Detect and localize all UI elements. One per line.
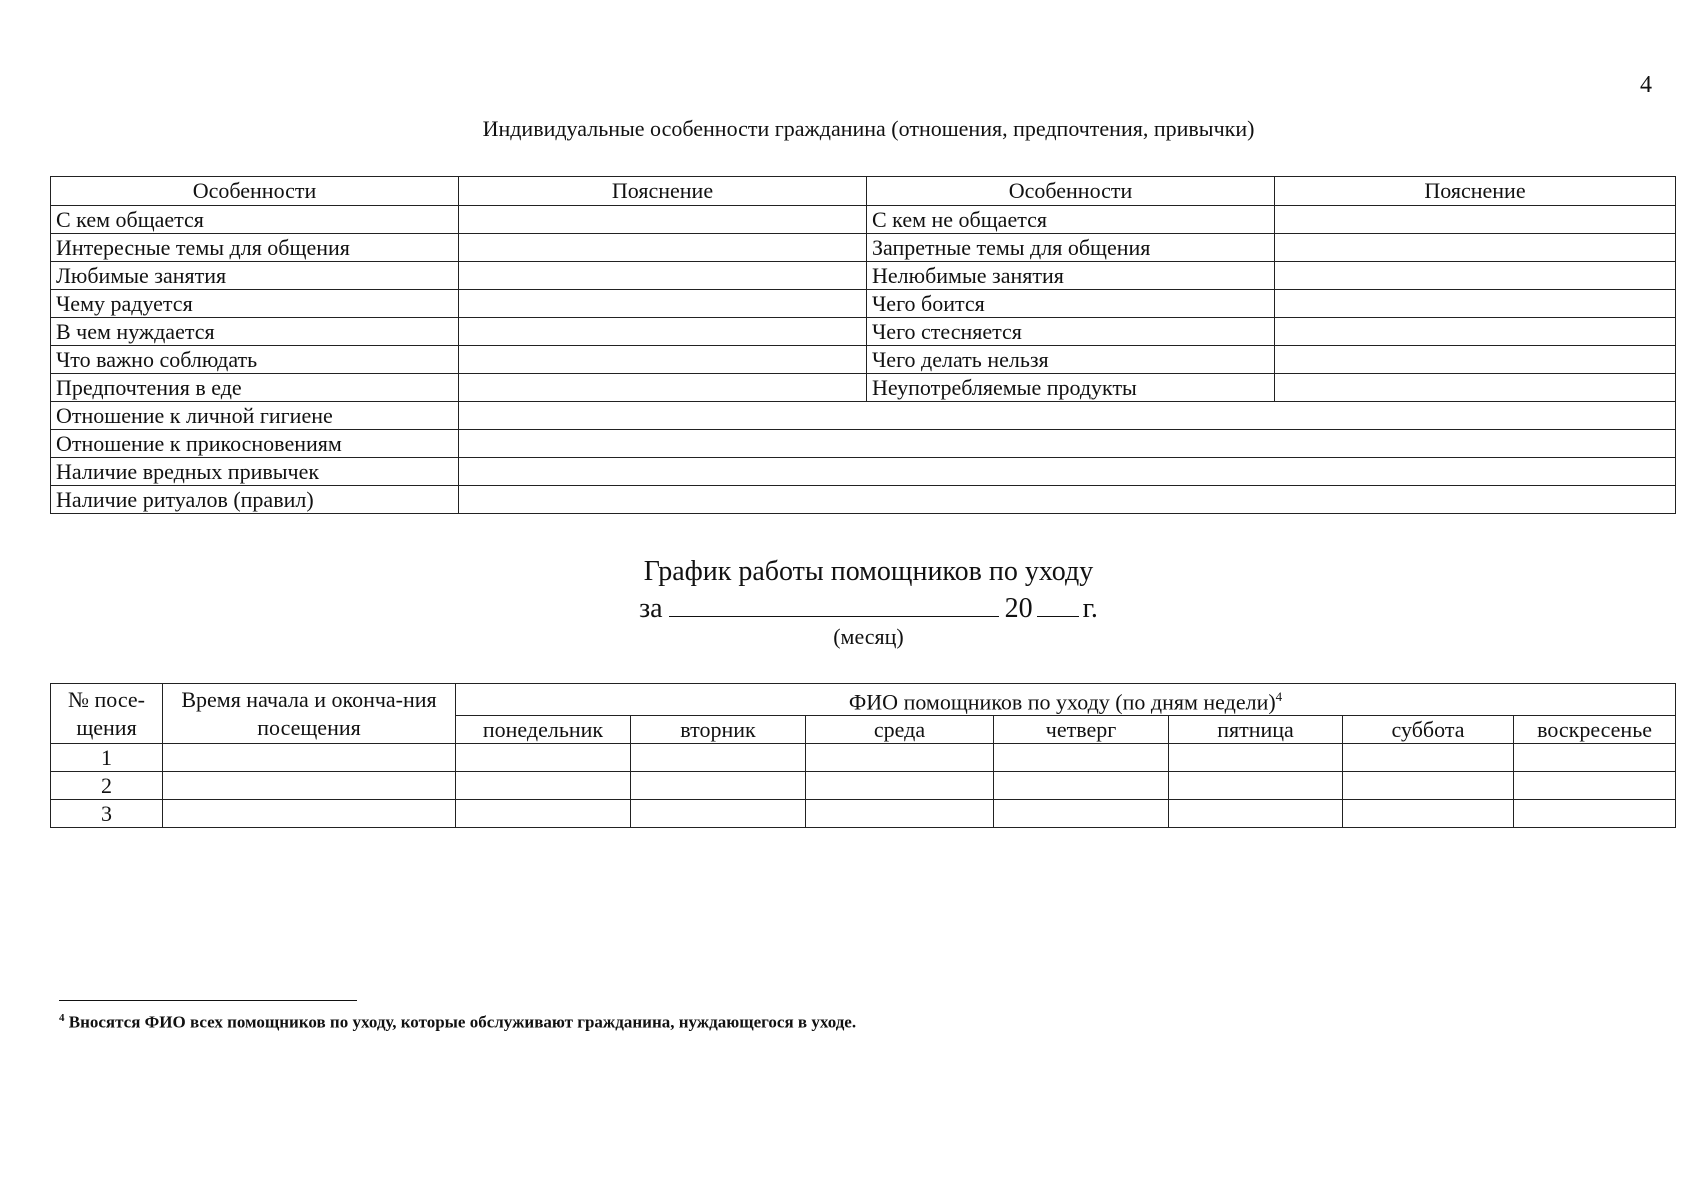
explanation-cell-wide[interactable]	[459, 402, 1676, 430]
feature-label: Отношение к прикосновениям	[51, 430, 459, 458]
header-day-wednesday: среда	[806, 716, 994, 744]
day-cell[interactable]	[1343, 744, 1514, 772]
header-day-sunday: воскресенье	[1514, 716, 1676, 744]
table-row	[51, 262, 1676, 290]
visit-number: 3	[51, 800, 163, 828]
day-cell[interactable]	[994, 800, 1169, 828]
feature-label: Наличие вредных привычек	[51, 458, 459, 486]
explanation-cell[interactable]	[1275, 290, 1676, 318]
feature-label: Нелюбимые занятия	[867, 262, 1275, 290]
visit-number: 1	[51, 744, 163, 772]
schedule-table	[50, 683, 1676, 828]
explanation-cell-wide[interactable]	[459, 430, 1676, 458]
day-cell[interactable]	[456, 772, 631, 800]
header-features-right: Особенности	[867, 177, 1275, 206]
header-assistants-label: ФИО помощников по уходу (по дням недели)	[848, 689, 1276, 715]
header-day-monday: понедельник	[456, 716, 631, 744]
day-cell[interactable]	[1169, 744, 1343, 772]
explanation-cell[interactable]	[1275, 346, 1676, 374]
table-row	[51, 486, 1676, 514]
day-cell[interactable]	[1169, 800, 1343, 828]
day-cell[interactable]	[994, 772, 1169, 800]
day-cell[interactable]	[1343, 800, 1514, 828]
table-row	[51, 744, 1676, 772]
day-cell[interactable]	[456, 744, 631, 772]
day-cell[interactable]	[806, 800, 994, 828]
day-cell[interactable]	[1169, 772, 1343, 800]
header-visit-time: Время начала и оконча-ния посещения	[163, 684, 456, 744]
feature-label: Чего стесняется	[867, 318, 1275, 346]
header-visit-number: № посе-щения	[51, 684, 163, 744]
feature-label: С кем не общается	[867, 206, 1275, 234]
footnote-number: 4	[59, 1012, 65, 1024]
feature-label: Предпочтения в еде	[51, 374, 459, 402]
day-cell[interactable]	[994, 744, 1169, 772]
day-cell[interactable]	[1514, 800, 1676, 828]
feature-label: С кем общается	[51, 206, 459, 234]
explanation-cell[interactable]	[459, 290, 867, 318]
visit-time-cell[interactable]	[163, 800, 456, 828]
day-cell[interactable]	[1343, 772, 1514, 800]
feature-label: В чем нуждается	[51, 318, 459, 346]
year-prefix: 20	[1004, 593, 1033, 624]
footnote-mark: 4	[1275, 689, 1283, 704]
header-day-friday: пятница	[1169, 716, 1343, 744]
explanation-cell[interactable]	[1275, 234, 1676, 262]
feature-label: Чего боится	[867, 290, 1275, 318]
explanation-cell[interactable]	[1275, 262, 1676, 290]
feature-label: Интересные темы для общения	[51, 234, 459, 262]
period-prefix: за	[639, 593, 663, 624]
explanation-cell-wide[interactable]	[459, 486, 1676, 514]
feature-label: Чего делать нельзя	[867, 346, 1275, 374]
table-row	[51, 772, 1676, 800]
feature-label: Что важно соблюдать	[51, 346, 459, 374]
explanation-cell[interactable]	[1275, 206, 1676, 234]
header-assistants-group	[456, 684, 1676, 716]
footnote	[59, 1012, 856, 1033]
table-row	[51, 374, 1676, 402]
table-row	[51, 402, 1676, 430]
feature-label: Отношение к личной гигиене	[51, 402, 459, 430]
features-header-row	[51, 177, 1676, 206]
day-cell[interactable]	[806, 744, 994, 772]
feature-label: Любимые занятия	[51, 262, 459, 290]
explanation-cell[interactable]	[459, 318, 867, 346]
features-table	[50, 176, 1676, 514]
schedule-header-row	[51, 684, 1676, 716]
header-day-saturday: суббота	[1343, 716, 1514, 744]
header-explanation-left: Пояснение	[459, 177, 867, 206]
day-cell[interactable]	[456, 800, 631, 828]
explanation-cell[interactable]	[1275, 374, 1676, 402]
section-title: Индивидуальные особенности гражданина (отношения, предпочтения, привычки)	[482, 116, 1255, 141]
explanation-cell[interactable]	[459, 234, 867, 262]
year-suffix: г.	[1082, 593, 1098, 624]
explanation-cell[interactable]	[459, 374, 867, 402]
header-features-left: Особенности	[51, 177, 459, 206]
feature-label: Неупотребляемые продукты	[867, 374, 1275, 402]
day-cell[interactable]	[1514, 772, 1676, 800]
table-row	[51, 458, 1676, 486]
table-row	[51, 234, 1676, 262]
footnote-text: Вносятся ФИО всех помощников по уходу, которые обслуживают гражданина, нуждающегося в уходе.	[68, 1012, 857, 1032]
day-cell[interactable]	[806, 772, 994, 800]
table-row	[51, 346, 1676, 374]
table-row	[51, 800, 1676, 828]
explanation-cell-wide[interactable]	[459, 458, 1676, 486]
schedule-title: График работы помощников по уходу	[643, 556, 1094, 587]
day-cell[interactable]	[631, 800, 806, 828]
period-caption: (месяц)	[833, 624, 904, 649]
month-blank-field[interactable]	[669, 590, 999, 617]
header-day-thursday: четверг	[994, 716, 1169, 744]
explanation-cell[interactable]	[459, 346, 867, 374]
explanation-cell[interactable]	[459, 206, 867, 234]
day-cell[interactable]	[631, 744, 806, 772]
feature-label: Чему радуется	[51, 290, 459, 318]
visit-number: 2	[51, 772, 163, 800]
visit-time-cell[interactable]	[163, 772, 456, 800]
header-explanation-right: Пояснение	[1275, 177, 1676, 206]
table-row	[51, 318, 1676, 346]
table-row	[51, 206, 1676, 234]
footnote-divider	[59, 1000, 357, 1001]
feature-label: Наличие ритуалов (правил)	[51, 486, 459, 514]
explanation-cell[interactable]	[459, 262, 867, 290]
page-number: 4	[1640, 72, 1652, 98]
table-row	[51, 430, 1676, 458]
header-day-tuesday: вторник	[631, 716, 806, 744]
table-row	[51, 290, 1676, 318]
schedule-period-line	[0, 590, 1697, 625]
explanation-cell[interactable]	[1275, 318, 1676, 346]
visit-time-cell[interactable]	[163, 744, 456, 772]
feature-label: Запретные темы для общения	[867, 234, 1275, 262]
day-cell[interactable]	[631, 772, 806, 800]
year-blank-field[interactable]	[1037, 590, 1079, 617]
day-cell[interactable]	[1514, 744, 1676, 772]
